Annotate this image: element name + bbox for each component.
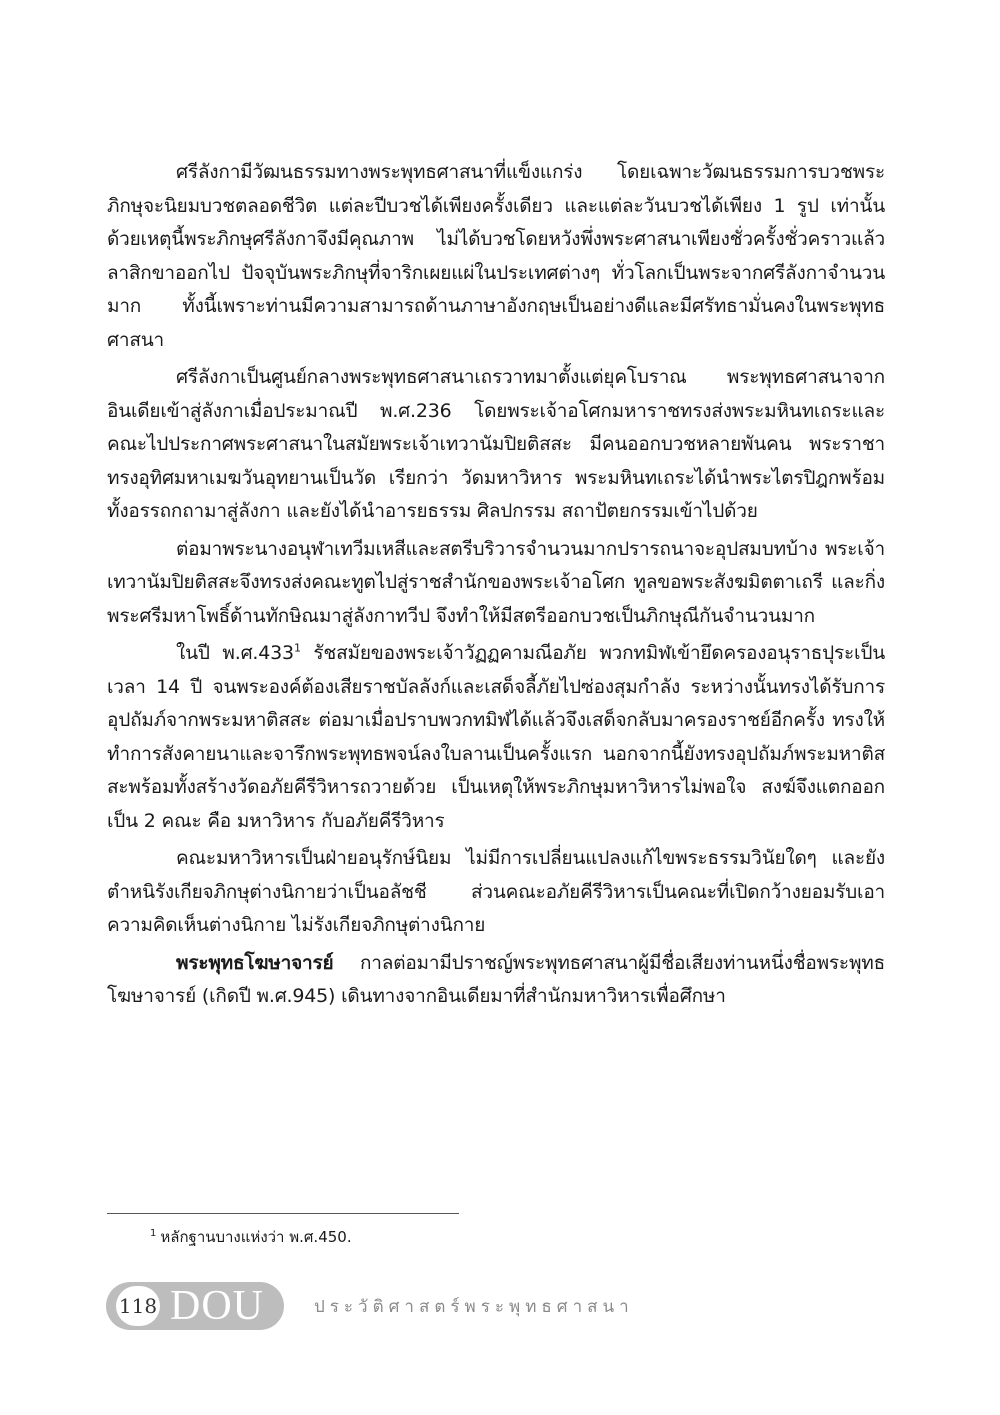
footer-badge [106, 1282, 284, 1330]
bold-term-buddhaghosa: พระพุทธโฆษาจารย์ [176, 951, 334, 974]
paragraph-4 [107, 637, 885, 838]
paragraph-1: ศรีลังกามีวัฒนธรรมทางพระพุทธศาสนาที่แข็งแกร่ง โดยเฉพาะวัฒนธรรมการบวชพระภิกษุจะนิยมบวชตลอดชีวิต แต่ละปีบวชได้เพียงครั้งเดียว และแต่ละวันบวชได้เพียง 1 รูป เท่านั้น ด้วยเหตุนี้พระภิกษุศรีลังกาจึงมีคุณภาพ ไม่ได้บวชโดยหวังพึ่งพระศาสนาเพียงชั่วครั้งชั่วคราวแล้วลาสิกขาออกไป ปัจจุบันพระภิกษุที่จาริกเผยแผ่ในประเทศต่างๆ ทั่วโลกเป็นพระจากศรีลังกาจำนวนมาก ทั้งนี้เพราะท่านมีความสามารถด้านภาษาอังกฤษเป็นอย่างดีและมีศรัทธามั่นคงในพระพุทธศาสนา [107, 161, 885, 351]
page-footer [106, 1282, 634, 1330]
footnote-text: หลักฐานบางแห่งว่า พ.ศ.450. [160, 1228, 352, 1246]
paragraph-5: คณะมหาวิหารเป็นฝ่ายอนุรักษ์นิยม ไม่มีการเปลี่ยนแปลงแก้ไขพระธรรมวินัยใดๆ และยังตำหนิรังเกียจภิกษุต่างนิกายว่าเป็นอลัชชี ส่วนคณะอภัยคีรีวิหารเป็นคณะที่เปิดกว้างยอมรับเอาความคิดเห็นต่างนิกาย ไม่รังเกียจภิกษุต่างนิกาย [107, 847, 885, 936]
page-body [107, 156, 885, 1018]
dou-logo: DOU [170, 1283, 264, 1329]
paragraph-4-start: ในปี พ.ศ.433 [176, 642, 294, 664]
footnote-divider [107, 1213, 459, 1214]
paragraph-2: ศรีลังกาเป็นศูนย์กลางพระพุทธศาสนาเถรวาทมาตั้งแต่ยุคโบราณ พระพุทธศาสนาจากอินเดียเข้าสู่ลังกาเมื่อประมาณปี พ.ศ.236 โดยพระเจ้าอโศกมหาราชทรงส่งพระมหินทเถระและคณะไปประกาศพระศาสนาในสมัยพระเจ้าเทวานัมปิยติสสะ มีคนออกบวชหลายพันคน พระราชาทรงอุทิศมหาเมฆวันอุทยานเป็นวัด เรียกว่า วัดมหาวิหาร พระมหินทเถระได้นำพระไตรปิฎกพร้อมทั้งอรรถกถามาสู่ลังกา และยังได้นำอารยธรรม ศิลปกรรม สถาปัตยกรรมเข้าไปด้วย [107, 366, 885, 522]
footnote-reference: 1 [293, 641, 301, 655]
paragraph-6 [107, 947, 885, 1014]
footnote-marker: 1 [150, 1228, 157, 1239]
paragraph-4-rest: รัชสมัยของพระเจ้าวัฏฏคามณีอภัย พวกทมิฬเข้ายึดครองอนุราธปุระเป็นเวลา 14 ปี จนพระองค์ต้องเสียราชบัลลังก์และเสด็จลี้ภัยไปซ่องสุมกำลัง ระหว่างนั้นทรงได้รับการอุปถัมภ์จากพระมหาติสสะ ต่อมาเมื่อปราบพวกทมิฬได้แล้วจึงเสด็จกลับมาครองราชย์อีกครั้ง ทรงให้ทำการสังคายนาและจารึกพระพุทธพจน์ลงใบลานเป็นครั้งแรก นอกจากนี้ยังทรงอุปถัมภ์พระมหาติสสะพร้อมทั้งสร้างวัดอภัยคีรีวิหารถวายด้วย เป็นเหตุให้พระภิกษุมหาวิหารไม่พอใจ สงฆ์จึงแตกออกเป็น 2 คณะ คือ มหาวิหาร กับอภัยคีรีวิหาร [107, 642, 885, 832]
paragraph-6-rest: กาลต่อมามีปราชญ์พระพุทธศาสนาผู้มีชื่อเสียงท่านหนึ่งชื่อพระพุทธโฆษาจารย์ (เกิดปี พ.ศ.945) เดินทางจากอินเดียมาที่สำนักมหาวิหารเพื่อศึกษา [107, 951, 885, 1007]
footnote [150, 1226, 352, 1248]
book-title: ประวัติศาสตร์พระพุทธศาสนา [314, 1296, 634, 1317]
paragraph-3: ต่อมาพระนางอนุฬาเทวีมเหสีและสตรีบริวารจำนวนมากปรารถนาจะอุปสมบทบ้าง พระเจ้าเทวานัมปิยติสสะจึงทรงส่งคณะทูตไปสู่ราชสำนักของพระเจ้าอโศก ทูลขอพระสังฆมิตตาเถรี และกิ่งพระศรีมหาโพธิ์ด้านทักษิณมาสู่ลังกาทวีป จึงทำให้มีสตรีออกบวชเป็นภิกษุณีกันจำนวนมาก [107, 537, 885, 627]
page-number: 118 [116, 1286, 160, 1326]
